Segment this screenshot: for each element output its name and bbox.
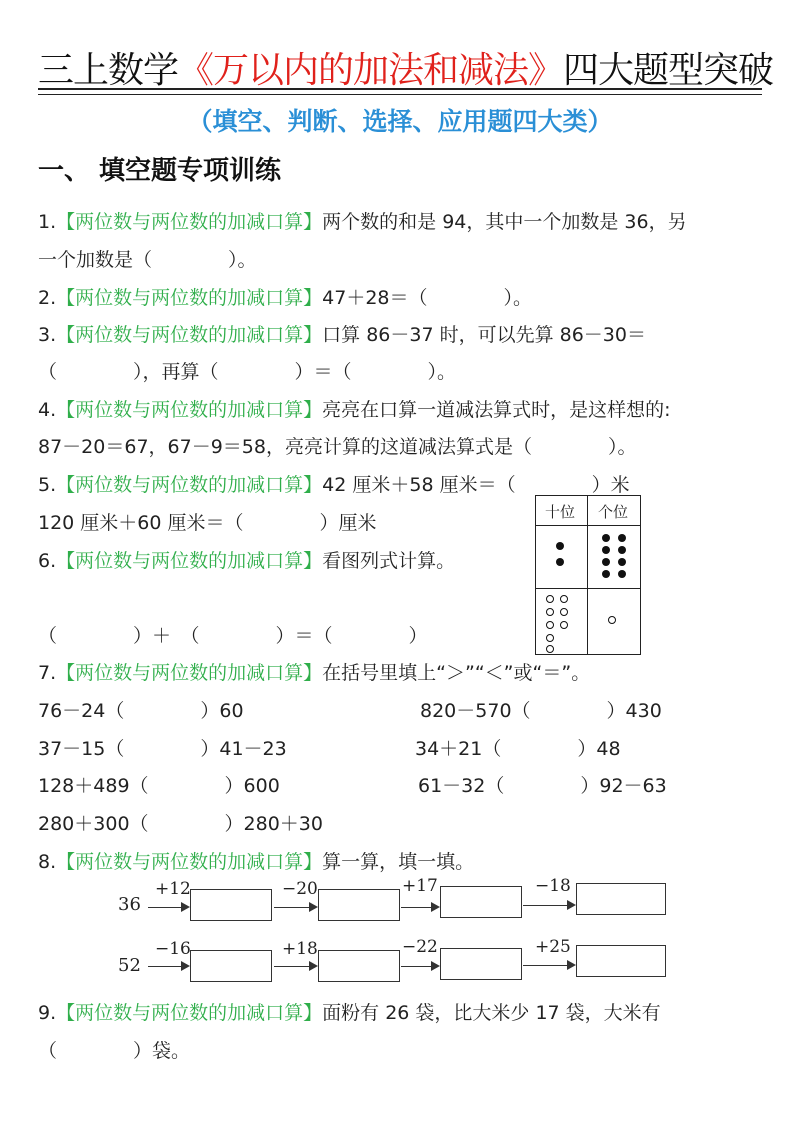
arrow-right-icon [148,907,188,908]
arrow-right-icon [401,907,438,908]
title-grade: 三上数学 [38,50,179,91]
question-text: 面粉有 26 袋，比大米少 17 袋，大米有 [322,1002,661,1024]
compare-item: 820－570（ ）430 [420,700,662,722]
chain-operation: +17 [402,876,438,896]
chain-operation: +25 [535,937,571,957]
question-tag: 【两位数与两位数的加减口算】 [56,399,323,421]
arrow-right-icon [401,966,438,967]
question-9-line-2: （ ）袋。 [38,1040,191,1062]
question-text: 口算 86－37 时，可以先算 86－30＝ [322,324,646,346]
question-tag: 【两位数与两位数的加减口算】 [56,324,323,346]
chain-operation: −16 [155,939,191,959]
question-5-line-2: 120 厘米＋60 厘米＝（ ）厘米 [38,512,377,534]
question-6-answer-line: （ ）＋ （ ）＝（ ） [38,625,428,647]
answer-box[interactable] [318,950,400,982]
question-tag: 【两位数与两位数的加减口算】 [56,851,323,873]
question-text: 47＋28＝（ ）。 [322,287,533,309]
counter-dot [556,542,564,550]
question-number: 8. [38,851,57,873]
question-text: 算一算，填一填。 [322,851,475,873]
question-4-line-2: 87－20＝67，67－9＝58，亮亮计算的这道减法算式是（ ）。 [38,436,637,458]
question-1-line-1 [38,207,687,234]
chain-operation: −18 [535,876,571,896]
compare-item: 280＋300（ ）280＋30 [38,813,323,835]
counter-ring [546,608,554,616]
section-heading: 一、 填空题专项训练 [38,156,282,186]
answer-box[interactable] [440,948,522,980]
chain-operation: −20 [282,879,318,899]
answer-box[interactable] [190,950,272,982]
ones-bottom-cell [588,589,640,654]
question-4-line-1 [38,395,671,422]
question-number: 9. [38,1002,57,1024]
question-number: 2. [38,287,57,309]
title-rule-thin [38,94,762,95]
question-number: 7. [38,662,57,684]
arrow-right-icon [523,905,574,906]
counter-dot [618,546,626,554]
compare-item: 37－15（ ）41－23 [38,738,287,760]
answer-box[interactable] [576,883,666,915]
title-rule-thick [38,88,762,90]
question-number: 3. [38,324,57,346]
counter-ring [546,634,554,642]
tens-header-cell [536,496,588,526]
question-tag: 【两位数与两位数的加减口算】 [56,662,323,684]
counter-dot [602,558,610,566]
question-3-line-2: （ ），再算（ ）＝（ ）。 [38,361,457,383]
counter-dot [556,558,564,566]
counter-dot [602,570,610,578]
question-tag: 【两位数与两位数的加减口算】 [56,211,323,233]
ones-top-cell [588,526,640,589]
question-text: 在括号里填上“＞”“＜”或“＝”。 [322,662,591,684]
counter-dot [618,558,626,566]
question-3-line-1 [38,320,646,347]
chain-operation: +12 [155,879,191,899]
counter-dot [618,534,626,542]
answer-box[interactable] [576,945,666,977]
arrow-right-icon [523,965,574,966]
counter-ring [546,621,554,629]
compare-item: 61－32（ ）92－63 [418,775,667,797]
chain-operation: −22 [402,937,438,957]
tens-header: 十位 [545,503,576,521]
counter-ring [546,645,554,653]
counter-ring [560,621,568,629]
question-tag: 【两位数与两位数的加减口算】 [56,550,323,572]
compare-item: 128＋489（ ）600 [38,775,280,797]
question-8 [38,847,474,874]
ones-header: 个位 [598,503,629,521]
question-number: 4. [38,399,57,421]
question-6-line-1 [38,546,455,573]
tens-top-cell [536,526,588,589]
arrow-right-icon [148,966,188,967]
question-2 [38,283,532,310]
answer-box[interactable] [190,889,272,921]
question-number: 1. [38,211,57,233]
counter-ring [560,595,568,603]
compare-item: 34＋21（ ）48 [415,738,621,760]
page-subtitle: （填空、判断、选择、应用题四大类） [187,107,613,136]
counter-ring [608,616,616,624]
title-topic: 四大题型突破 [563,50,774,91]
question-tag: 【两位数与两位数的加减口算】 [56,287,323,309]
question-text: 亮亮在口算一道减法算式时，是这样想的: [322,399,671,421]
counter-dot [602,534,610,542]
question-text: 看图列式计算。 [322,550,456,572]
answer-box[interactable] [440,886,522,918]
answer-box[interactable] [318,889,400,921]
question-tag: 【两位数与两位数的加减口算】 [56,1002,323,1024]
question-tag: 【两位数与两位数的加减口算】 [56,474,323,496]
counter-dot [618,570,626,578]
question-1-line-2: 一个加数是（ ）。 [38,249,257,271]
question-number: 6. [38,550,57,572]
question-text: 两个数的和是 94，其中一个加数是 36，另 [322,211,687,233]
page-title [38,42,773,93]
compare-item: 76－24（ ）60 [38,700,244,722]
tens-bottom-cell [536,589,588,654]
arrow-right-icon [274,907,316,908]
counter-dot [602,546,610,554]
counter-ring [546,595,554,603]
question-number: 5. [38,474,57,496]
question-7 [38,658,590,685]
question-9-line-1 [38,998,661,1025]
ones-header-cell [588,496,640,526]
chain-operation: +18 [282,939,318,959]
place-value-chart [535,495,641,655]
arrow-right-icon [274,966,316,967]
question-text: 42 厘米＋58 厘米＝（ ）米 [322,474,630,496]
chain-start-number: 52 [118,955,141,976]
title-unit: 《万以内的加法和减法》 [178,50,564,91]
chain-start-number: 36 [118,894,141,915]
question-5-line-1 [38,470,630,497]
counter-ring [560,608,568,616]
